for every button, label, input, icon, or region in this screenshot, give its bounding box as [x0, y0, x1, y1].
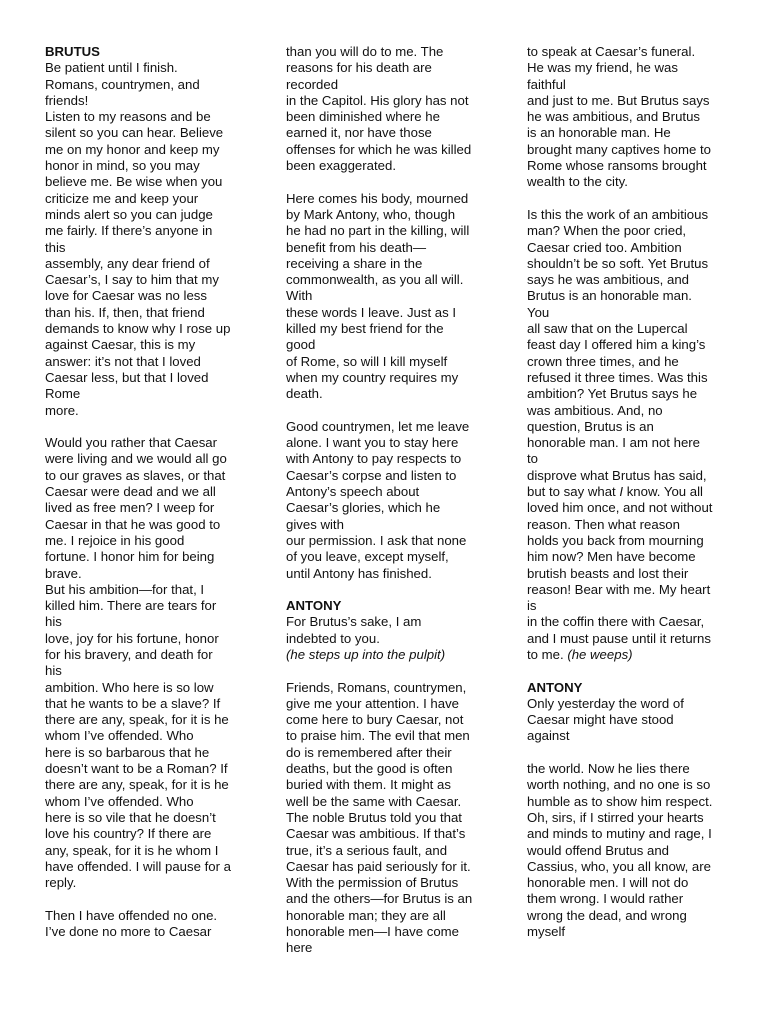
- text-line: when my country requires my: [286, 369, 459, 385]
- text-line: here is so barbarous that he: [45, 744, 210, 760]
- text-line: faithful: [527, 76, 566, 92]
- text-line: for his bravery, and death for: [45, 646, 213, 662]
- text-line: deaths, but the good is often: [286, 761, 453, 777]
- text-line: here: [286, 940, 313, 956]
- text-line: He was my friend, he was: [527, 60, 678, 76]
- text-line: But his ambition—for that, I: [45, 581, 205, 597]
- text-line: his: [45, 614, 62, 630]
- text-line: me fairly. If there’s anyone in: [45, 223, 213, 239]
- text-line: man? When the poor cried,: [527, 223, 687, 239]
- text-line: Caesar’s corpse and listen to: [286, 467, 457, 483]
- text-line: have offended. I will pause for a: [45, 858, 231, 874]
- text-line: silent so you can hear. Believe: [45, 125, 224, 141]
- text-line: killed my best friend for the: [286, 321, 444, 337]
- text-line: Friends, Romans, countrymen,: [286, 679, 467, 695]
- text-line: Only yesterday the word of: [527, 695, 684, 711]
- text-line: disprove what Brutus has said,: [527, 467, 707, 483]
- paragraph-gap: [286, 403, 491, 419]
- text-line: is an honorable man. He: [527, 125, 671, 141]
- text-line: ambition? Yet Brutus says he: [527, 386, 698, 402]
- text-line: wealth to the city.: [527, 174, 628, 190]
- text-line: our permission. I ask that none: [286, 532, 467, 548]
- text-line: than his. If, then, that friend: [45, 304, 205, 320]
- text-line: that he wants to be a slave? If: [45, 695, 221, 711]
- text-line: love his country? If there are: [45, 826, 212, 842]
- text-line: against: [527, 728, 570, 744]
- text-line: demands to know why I rose up: [45, 321, 231, 337]
- text-line: doesn’t want to be a Roman? If: [45, 761, 228, 777]
- text-line: any, speak, for it is he whom I: [45, 842, 219, 858]
- text-line: killed him. There are tears for: [45, 598, 217, 614]
- text-line: honorable men—I have come: [286, 924, 460, 940]
- text-line: all saw that on the Lupercal: [527, 321, 688, 337]
- text-line: whom I’ve offended. Who: [45, 728, 194, 744]
- text-line: them wrong. I would rather: [527, 891, 684, 907]
- paragraph-gap: [286, 663, 491, 679]
- text-line: brought many captives home to: [527, 141, 711, 157]
- text-line: him now? Men have become: [527, 549, 696, 565]
- paragraph-gap: [45, 419, 250, 435]
- text-line: was ambitious. And, no: [527, 402, 663, 418]
- text-line: Listen to my reasons and be: [45, 109, 211, 125]
- text-line: offenses for which he was killed: [286, 141, 472, 157]
- text-line: until Antony has finished.: [286, 565, 432, 581]
- text-line: to speak at Caesar’s funeral.: [527, 44, 696, 59]
- paragraph-gap: [527, 663, 732, 679]
- text-line: recorded: [286, 76, 339, 92]
- text-line: Caesar’s, I say to him that my: [45, 272, 219, 288]
- text-line: loved him once, and not without: [527, 500, 713, 516]
- text-line: give me your attention. I have: [286, 695, 460, 711]
- text-line: Would you rather that Caesar: [45, 435, 218, 451]
- paragraph-gap: [527, 745, 732, 761]
- text-line: Then I have offended no one.: [45, 907, 218, 923]
- text-line: refused it three times. Was this: [527, 369, 708, 385]
- text-line: alone. I want you to stay here: [286, 435, 459, 451]
- text-line: me. I rejoice in his good: [45, 532, 185, 548]
- text-line: believe me. Be wise when you: [45, 174, 223, 190]
- text-line: You: [527, 304, 550, 320]
- text-line: Oh, sirs, if I stirred your hearts: [527, 809, 704, 825]
- text-line: the world. Now he lies there: [527, 761, 690, 777]
- text-line: The noble Brutus told you that: [286, 809, 462, 825]
- text-line: been exaggerated.: [286, 158, 396, 174]
- text-line: answer: it’s not that I loved: [45, 353, 201, 369]
- text-line: says he was ambitious, and: [527, 272, 689, 288]
- text-line: Romans, countrymen, and: [45, 76, 200, 92]
- text-line: [527, 484, 732, 500]
- text-line: against Caesar, this is my: [45, 337, 196, 353]
- text-line: Antony’s speech about: [286, 484, 420, 500]
- paragraph-gap: [527, 191, 732, 207]
- text-line: brutish beasts and lost their: [527, 565, 689, 581]
- text-line: receiving a share in the: [286, 255, 423, 271]
- text-segment: know. You all: [623, 484, 703, 500]
- text-line: he was ambitious, and Brutus: [527, 109, 700, 125]
- text-line: Brutus is an honorable man.: [527, 288, 692, 304]
- text-line: [527, 647, 732, 663]
- text-line: worth nothing, and no one is so: [527, 777, 711, 793]
- text-line: he had no part in the killing, will: [286, 223, 470, 239]
- text-line: reason. Then what reason: [527, 516, 680, 532]
- text-line: ambition. Who here is so low: [45, 679, 214, 695]
- text-line: Good countrymen, let me leave: [286, 418, 470, 434]
- text-line: I’ve done no more to Caesar: [45, 924, 212, 940]
- text-line: shouldn’t be so soft. Yet Brutus: [527, 255, 709, 271]
- text-line: assembly, any dear friend of: [45, 255, 210, 271]
- text-line: Caesar might have stood: [527, 712, 674, 728]
- text-column-2: [286, 44, 491, 957]
- text-line: than you will do to me. The: [286, 44, 444, 59]
- text-line: good: [286, 337, 316, 353]
- text-line: were living and we would all go: [45, 451, 227, 467]
- stage-direction: (he steps up into the pulpit): [286, 646, 446, 662]
- text-line: honorable men. I will not do: [527, 875, 689, 891]
- text-line: there are any, speak, for it is he: [45, 712, 229, 728]
- text-line: in the coffin there with Caesar,: [527, 614, 705, 630]
- text-line: earned it, nor have those: [286, 125, 432, 141]
- text-line: brave.: [45, 565, 82, 581]
- text-line: of you leave, except myself,: [286, 549, 449, 565]
- text-line: Caesar was ambitious. If that’s: [286, 826, 466, 842]
- text-line: whom I’ve offended. Who: [45, 793, 194, 809]
- text-line: to praise him. The evil that men: [286, 728, 470, 744]
- text-line: Caesar cried too. Ambition: [527, 239, 682, 255]
- text-line: his: [45, 663, 62, 679]
- text-line: Cassius, who, you all know, are: [527, 858, 711, 874]
- text-line: minds alert so you can judge: [45, 206, 213, 222]
- emphasis-text: (he weeps): [567, 646, 633, 662]
- text-line: these words I leave. Just as I: [286, 304, 457, 320]
- text-line: With: [286, 288, 313, 304]
- text-line: there are any, speak, for it is he: [45, 777, 229, 793]
- text-line: holds you back from mourning: [527, 532, 704, 548]
- text-line: of Rome, so will I kill myself: [286, 353, 448, 369]
- text-line: For Brutus’s sake, I am: [286, 614, 422, 630]
- text-line: crown three times, and he: [527, 353, 679, 369]
- text-line: myself: [527, 924, 566, 940]
- text-line: and minds to mutiny and rage, I: [527, 826, 712, 842]
- text-line: Is this the work of an ambitious: [527, 206, 709, 222]
- emphasis-text: I: [619, 484, 624, 500]
- text-line: question, Brutus is an: [527, 418, 654, 434]
- text-line: with Antony to pay respects to: [286, 451, 462, 467]
- text-line: Caesar’s glories, which he: [286, 500, 441, 516]
- text-line: Be patient until I finish.: [45, 60, 178, 76]
- text-line: honor in mind, so you may: [45, 158, 200, 174]
- text-line: by Mark Antony, who, though: [286, 206, 456, 222]
- speaker-name: ANTONY: [286, 598, 342, 614]
- text-line: would offend Brutus and: [527, 842, 669, 858]
- text-line: friends!: [45, 92, 89, 108]
- paragraph-gap: [286, 582, 491, 598]
- text-line: reason! Bear with me. My heart: [527, 581, 711, 597]
- text-line: do is remembered after their: [286, 744, 452, 760]
- text-line: and I must pause until it returns: [527, 630, 711, 646]
- text-line: to our graves as slaves, or that: [45, 467, 226, 483]
- text-line: lived as free men? I weep for: [45, 500, 215, 516]
- text-segment: but to say what: [527, 484, 620, 500]
- text-line: reasons for his death are: [286, 60, 432, 76]
- text-line: humble as to show him respect.: [527, 793, 713, 809]
- text-line: criticize me and keep your: [45, 190, 199, 206]
- text-line: indebted to you.: [286, 630, 380, 646]
- text-line: benefit from his death—: [286, 239, 427, 255]
- text-line: Caesar has paid seriously for it.: [286, 858, 471, 874]
- text-line: buried with them. It might as: [286, 777, 451, 793]
- text-line: honorable man; they are all: [286, 907, 446, 923]
- text-line: this: [45, 239, 66, 255]
- text-line: Rome: [45, 386, 81, 402]
- text-line: come here to bury Caesar, not: [286, 712, 464, 728]
- text-line: death.: [286, 386, 323, 402]
- text-line: true, it’s a serious fault, and: [286, 842, 448, 858]
- text-line: love, joy for his fortune, honor: [45, 630, 219, 646]
- text-column-1: [45, 44, 250, 940]
- text-line: fortune. I honor him for being: [45, 549, 215, 565]
- text-line: me on my honor and keep my: [45, 141, 220, 157]
- text-line: in the Capitol. His glory has not: [286, 92, 469, 108]
- text-line: is: [527, 598, 537, 614]
- text-line: love for Caesar was no less: [45, 288, 207, 304]
- text-line: Here comes his body, mourned: [286, 190, 469, 206]
- speaker-name: ANTONY: [527, 679, 583, 695]
- text-line: to: [527, 451, 538, 467]
- text-line: reply.: [45, 875, 77, 891]
- speaker-name: BRUTUS: [45, 44, 100, 59]
- text-line: Rome whose ransoms brought: [527, 158, 707, 174]
- text-line: gives with: [286, 516, 344, 532]
- text-segment: to me.: [527, 646, 568, 662]
- text-line: commonwealth, as you all will.: [286, 272, 464, 288]
- text-column-3: [527, 44, 732, 940]
- text-line: been diminished where he: [286, 109, 440, 125]
- text-line: wrong the dead, and wrong: [527, 907, 687, 923]
- text-line: With the permission of Brutus: [286, 875, 459, 891]
- paragraph-gap: [286, 174, 491, 190]
- text-line: feast day I offered him a king’s: [527, 337, 706, 353]
- paragraph-gap: [45, 891, 250, 907]
- text-line: Caesar in that he was good to: [45, 516, 221, 532]
- text-line: Caesar were dead and we all: [45, 484, 216, 500]
- text-line: Caesar less, but that I loved: [45, 369, 209, 385]
- text-line: and the others—for Brutus is an: [286, 891, 473, 907]
- text-line: more.: [45, 402, 79, 418]
- text-line: here is so vile that he doesn’t: [45, 809, 216, 825]
- text-line: and just to me. But Brutus says: [527, 92, 710, 108]
- text-line: well be the same with Caesar.: [286, 793, 462, 809]
- text-line: honorable man. I am not here: [527, 435, 701, 451]
